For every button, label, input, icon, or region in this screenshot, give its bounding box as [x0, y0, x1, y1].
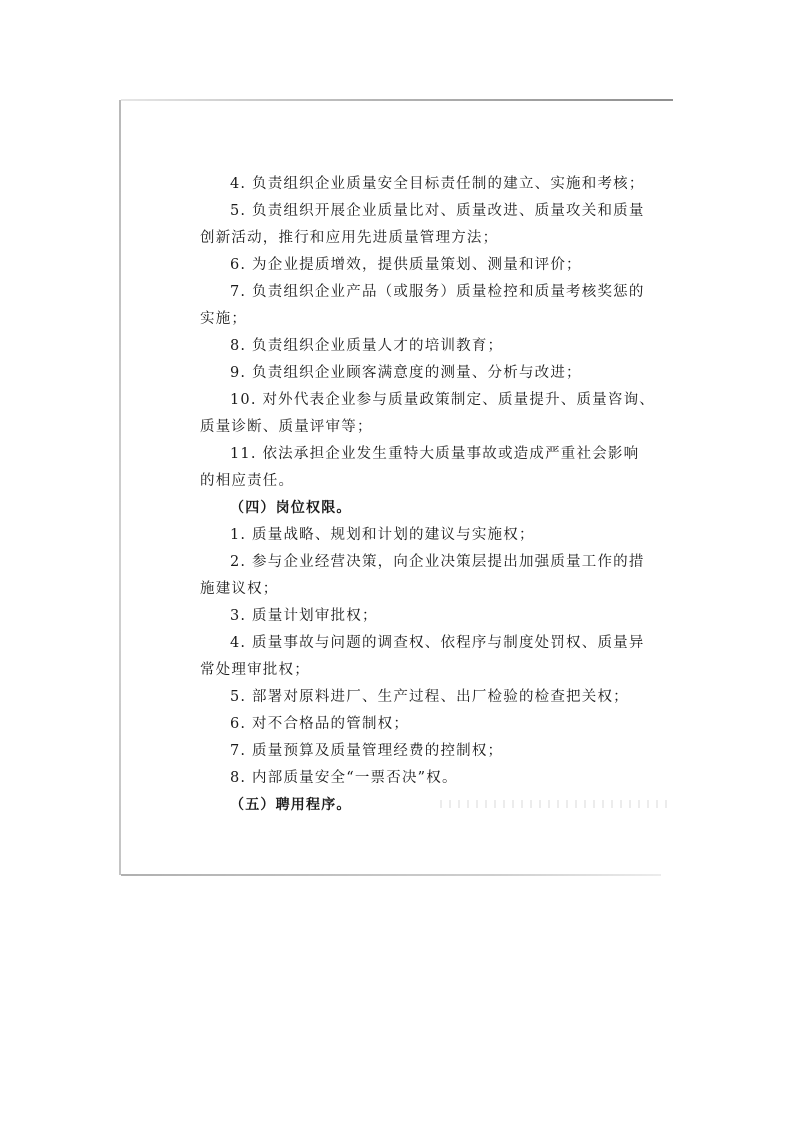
page-left-edge	[119, 100, 121, 875]
authority-item-7: 7. 质量预算及质量管理经费的控制权；	[230, 743, 504, 759]
authority-item-3: 3. 质量计划审批权；	[230, 608, 378, 624]
authority-item-8: 8. 内部质量安全“一票否决”权。	[230, 770, 458, 786]
duty-item-11: 11. 依法承担企业发生重特大质量事故或造成严重社会影响	[230, 446, 640, 462]
authority-item-1: 1. 质量战略、规划和计划的建议与实施权；	[230, 527, 535, 543]
authority-item-6: 6. 对不合格品的管制权；	[230, 716, 410, 732]
page-bottom-edge	[121, 874, 661, 876]
duty-item-8: 8. 负责组织企业质量人才的培训教育；	[230, 338, 504, 354]
authority-item-5: 5. 部署对原料进厂、生产过程、出厂检验的检查把关权；	[230, 689, 629, 705]
duty-item-7: 7. 负责组织企业产品（或服务）质量检控和质量考核奖惩的	[230, 284, 645, 300]
authority-item-2: 2. 参与企业经营决策，向企业决策层提出加强质量工作的措	[230, 554, 645, 570]
scan-noise	[440, 800, 670, 808]
section-heading-hiring: （五）聘用程序。	[230, 797, 352, 813]
duty-item-10: 10. 对外代表企业参与质量政策制定、质量提升、质量咨询、	[230, 392, 655, 408]
authority-item-4: 4. 质量事故与问题的调查权、依程序与制度处罚权、质量异	[230, 635, 645, 651]
duty-item-4: 4. 负责组织企业质量安全目标责任制的建立、实施和考核；	[230, 176, 645, 192]
authority-item-4-cont: 常处理审批权；	[200, 662, 310, 678]
duty-item-10-cont: 质量诊断、质量评审等；	[200, 419, 373, 435]
duty-item-11-cont: 的相应责任。	[200, 473, 295, 489]
duty-item-9: 9. 负责组织企业顾客满意度的测量、分析与改进；	[230, 365, 582, 381]
duty-item-5-cont: 创新活动，推行和应用先进质量管理方法；	[200, 230, 499, 246]
authority-item-2-cont: 施建议权；	[200, 581, 279, 597]
page-top-edge	[121, 99, 673, 101]
duty-item-5: 5. 负责组织开展企业质量比对、质量改进、质量攻关和质量	[230, 203, 645, 219]
duty-item-7-cont: 实施；	[200, 311, 248, 327]
section-heading-authority: （四）岗位权限。	[230, 500, 352, 516]
duty-item-6: 6. 为企业提质增效，提供质量策划、测量和评价；	[230, 257, 582, 273]
